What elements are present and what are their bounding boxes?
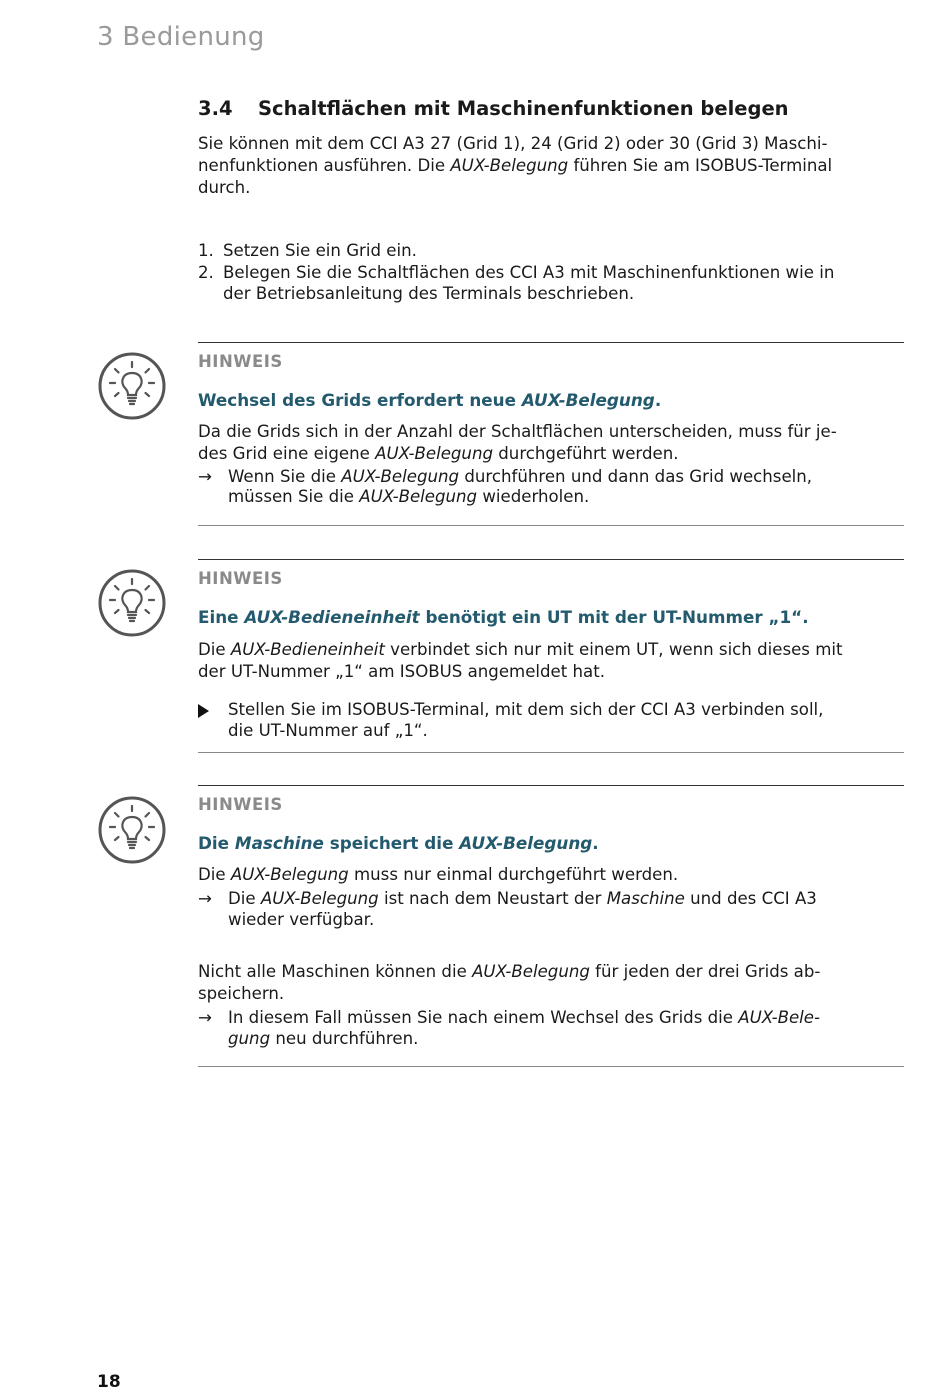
arrow-icon: → bbox=[198, 889, 212, 908]
note-top-rule bbox=[198, 559, 904, 560]
note-label: HINWEIS bbox=[198, 795, 283, 814]
note-body: Nicht alle Maschinen können die AUX-Belegung für jeden der drei Grids ab- bbox=[198, 962, 821, 981]
note-title: Wechsel des Grids erfordert neue AUX-Belegung. bbox=[198, 390, 662, 410]
action-triangle-icon bbox=[198, 699, 209, 723]
note-label: HINWEIS bbox=[198, 569, 283, 588]
note-body: der UT-Nummer „1“ am ISOBUS angemeldet hat. bbox=[198, 662, 606, 681]
note-label: HINWEIS bbox=[198, 352, 283, 371]
intro-paragraph bbox=[198, 133, 904, 199]
lightbulb-icon bbox=[98, 352, 166, 420]
note-block bbox=[198, 569, 904, 741]
note-bottom-rule bbox=[198, 525, 904, 526]
intro-line: durch. bbox=[198, 178, 251, 197]
note-bottom-rule bbox=[198, 1066, 904, 1067]
note-result: → Die AUX-Belegung ist nach dem Neustart der Maschine und des CCI A3 wieder verfügbar. bbox=[198, 889, 817, 929]
note-body: Die AUX-Belegung muss nur einmal durchgeführt werden. bbox=[198, 865, 679, 884]
note-result: → Wenn Sie die AUX-Belegung durchführen und dann das Grid wechseln, müssen Sie die AUX-Belegung wiederholen. bbox=[198, 467, 813, 506]
step-item bbox=[198, 262, 904, 305]
note-result: → In diesem Fall müssen Sie nach einem Wechsel des Grids die AUX-Bele- gung neu durchführen. bbox=[198, 1008, 820, 1048]
note-block bbox=[198, 795, 904, 1049]
note-body: Da die Grids sich in der Anzahl der Schaltflächen unterscheiden, muss für je- bbox=[198, 422, 837, 441]
step-text: Setzen Sie ein Grid ein. bbox=[223, 241, 417, 260]
step-number: 2. bbox=[198, 262, 214, 282]
note-action: Stellen Sie im ISOBUS-Terminal, mit dem sich der CCI A3 verbinden soll, die UT-Nummer auf „1“. bbox=[198, 699, 904, 741]
step-number: 1. bbox=[198, 241, 214, 260]
step-text: Belegen Sie die Schaltflächen des CCI A3 mit Maschinenfunktionen wie in bbox=[223, 262, 835, 282]
note-body: Die AUX-Bedieneinheit verbindet sich nur mit einem UT, wenn sich dieses mit bbox=[198, 640, 843, 659]
arrow-icon: → bbox=[198, 467, 212, 486]
lightbulb-icon bbox=[98, 796, 166, 864]
page-number: 18 bbox=[97, 1372, 121, 1392]
note-body: des Grid eine eigene AUX-Belegung durchgeführt werden. bbox=[198, 444, 679, 463]
note-top-rule bbox=[198, 342, 904, 343]
steps-list bbox=[198, 240, 904, 305]
section-title bbox=[198, 97, 904, 120]
intro-line: Sie können mit dem CCI A3 27 (Grid 1), 24 (Grid 2) oder 30 (Grid 3) Maschi- bbox=[198, 134, 828, 153]
section-title-text: Schaltflächen mit Maschinenfunktionen belegen bbox=[258, 97, 789, 120]
arrow-icon: → bbox=[198, 1008, 212, 1027]
note-top-rule bbox=[198, 785, 904, 786]
note-bottom-rule bbox=[198, 752, 904, 753]
step-text-cont: der Betriebsanleitung des Terminals beschrieben. bbox=[223, 284, 635, 303]
chapter-header: 3 Bedienung bbox=[97, 22, 265, 52]
note-title: Die Maschine speichert die AUX-Belegung. bbox=[198, 833, 599, 853]
lightbulb-icon bbox=[98, 569, 166, 637]
note-body: speichern. bbox=[198, 984, 285, 1003]
note-block bbox=[198, 352, 904, 507]
note-title: Eine AUX-Bedieneinheit benötigt ein UT mit der UT-Nummer „1“. bbox=[198, 607, 809, 627]
section-number: 3.4 bbox=[198, 97, 233, 120]
intro-line: nenfunktionen ausführen. Die AUX-Belegung führen Sie am ISOBUS-Terminal bbox=[198, 156, 833, 175]
step-item bbox=[198, 240, 904, 262]
